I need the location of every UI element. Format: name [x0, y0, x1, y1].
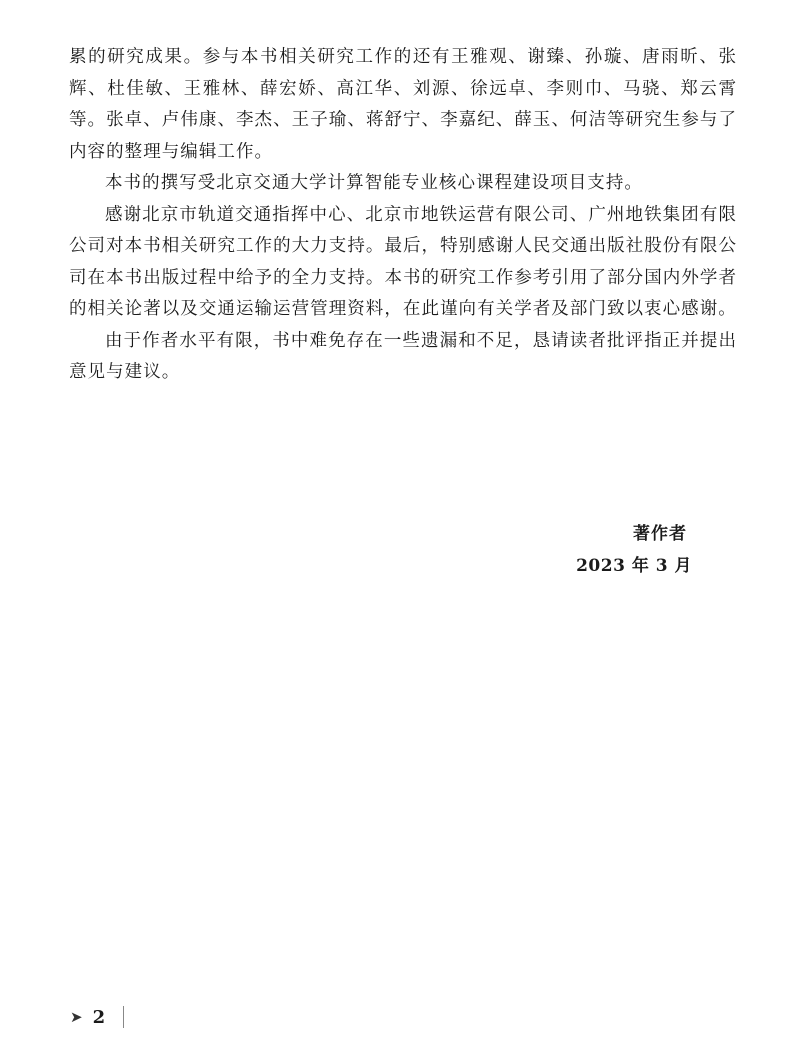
paragraph-disclaimer: 由于作者水平有限，书中难免存在一些遗漏和不足，恳请读者批评指正并提出意见与建议。	[69, 330, 737, 382]
page-number: 2	[92, 1006, 106, 1028]
signature-date: 2023 年 3 月	[576, 556, 692, 576]
signature-author: 著作者	[633, 524, 687, 544]
footer-divider	[123, 1006, 124, 1028]
arrow-icon: ➤	[70, 1008, 83, 1026]
paragraph-contributors: 累的研究成果。参与本书相关研究工作的还有王雅观、谢臻、孙璇、唐雨昕、张辉、杜佳敏、王雅林、薛宏娇、高江华、刘源、徐远卓、李则巾、马骁、郑云霄等。张卓、卢伟康、李杰、王子瑜、蒋舒宁、李嘉纪、薛玉、何洁等研究生参与了内容的整理与编辑工作。	[69, 47, 737, 162]
page-footer	[70, 1004, 124, 1030]
paragraph-acknowledgements: 感谢北京市轨道交通指挥中心、北京市地铁运营有限公司、广州地铁集团有限公司对本书相关研究工作的大力支持。最后，特别感谢人民交通出版社股份有限公司在本书出版过程中给予的全力支持。本书的研究工作参考引用了部分国内外学者的相关论著以及交通运输运营管理资料，在此谨向有关学者及部门致以衷心感谢。	[69, 204, 737, 319]
signature-block	[576, 518, 692, 582]
paragraph-funding: 本书的撰写受北京交通大学计算智能专业核心课程建设项目支持。	[105, 173, 643, 193]
body-text	[69, 42, 737, 389]
